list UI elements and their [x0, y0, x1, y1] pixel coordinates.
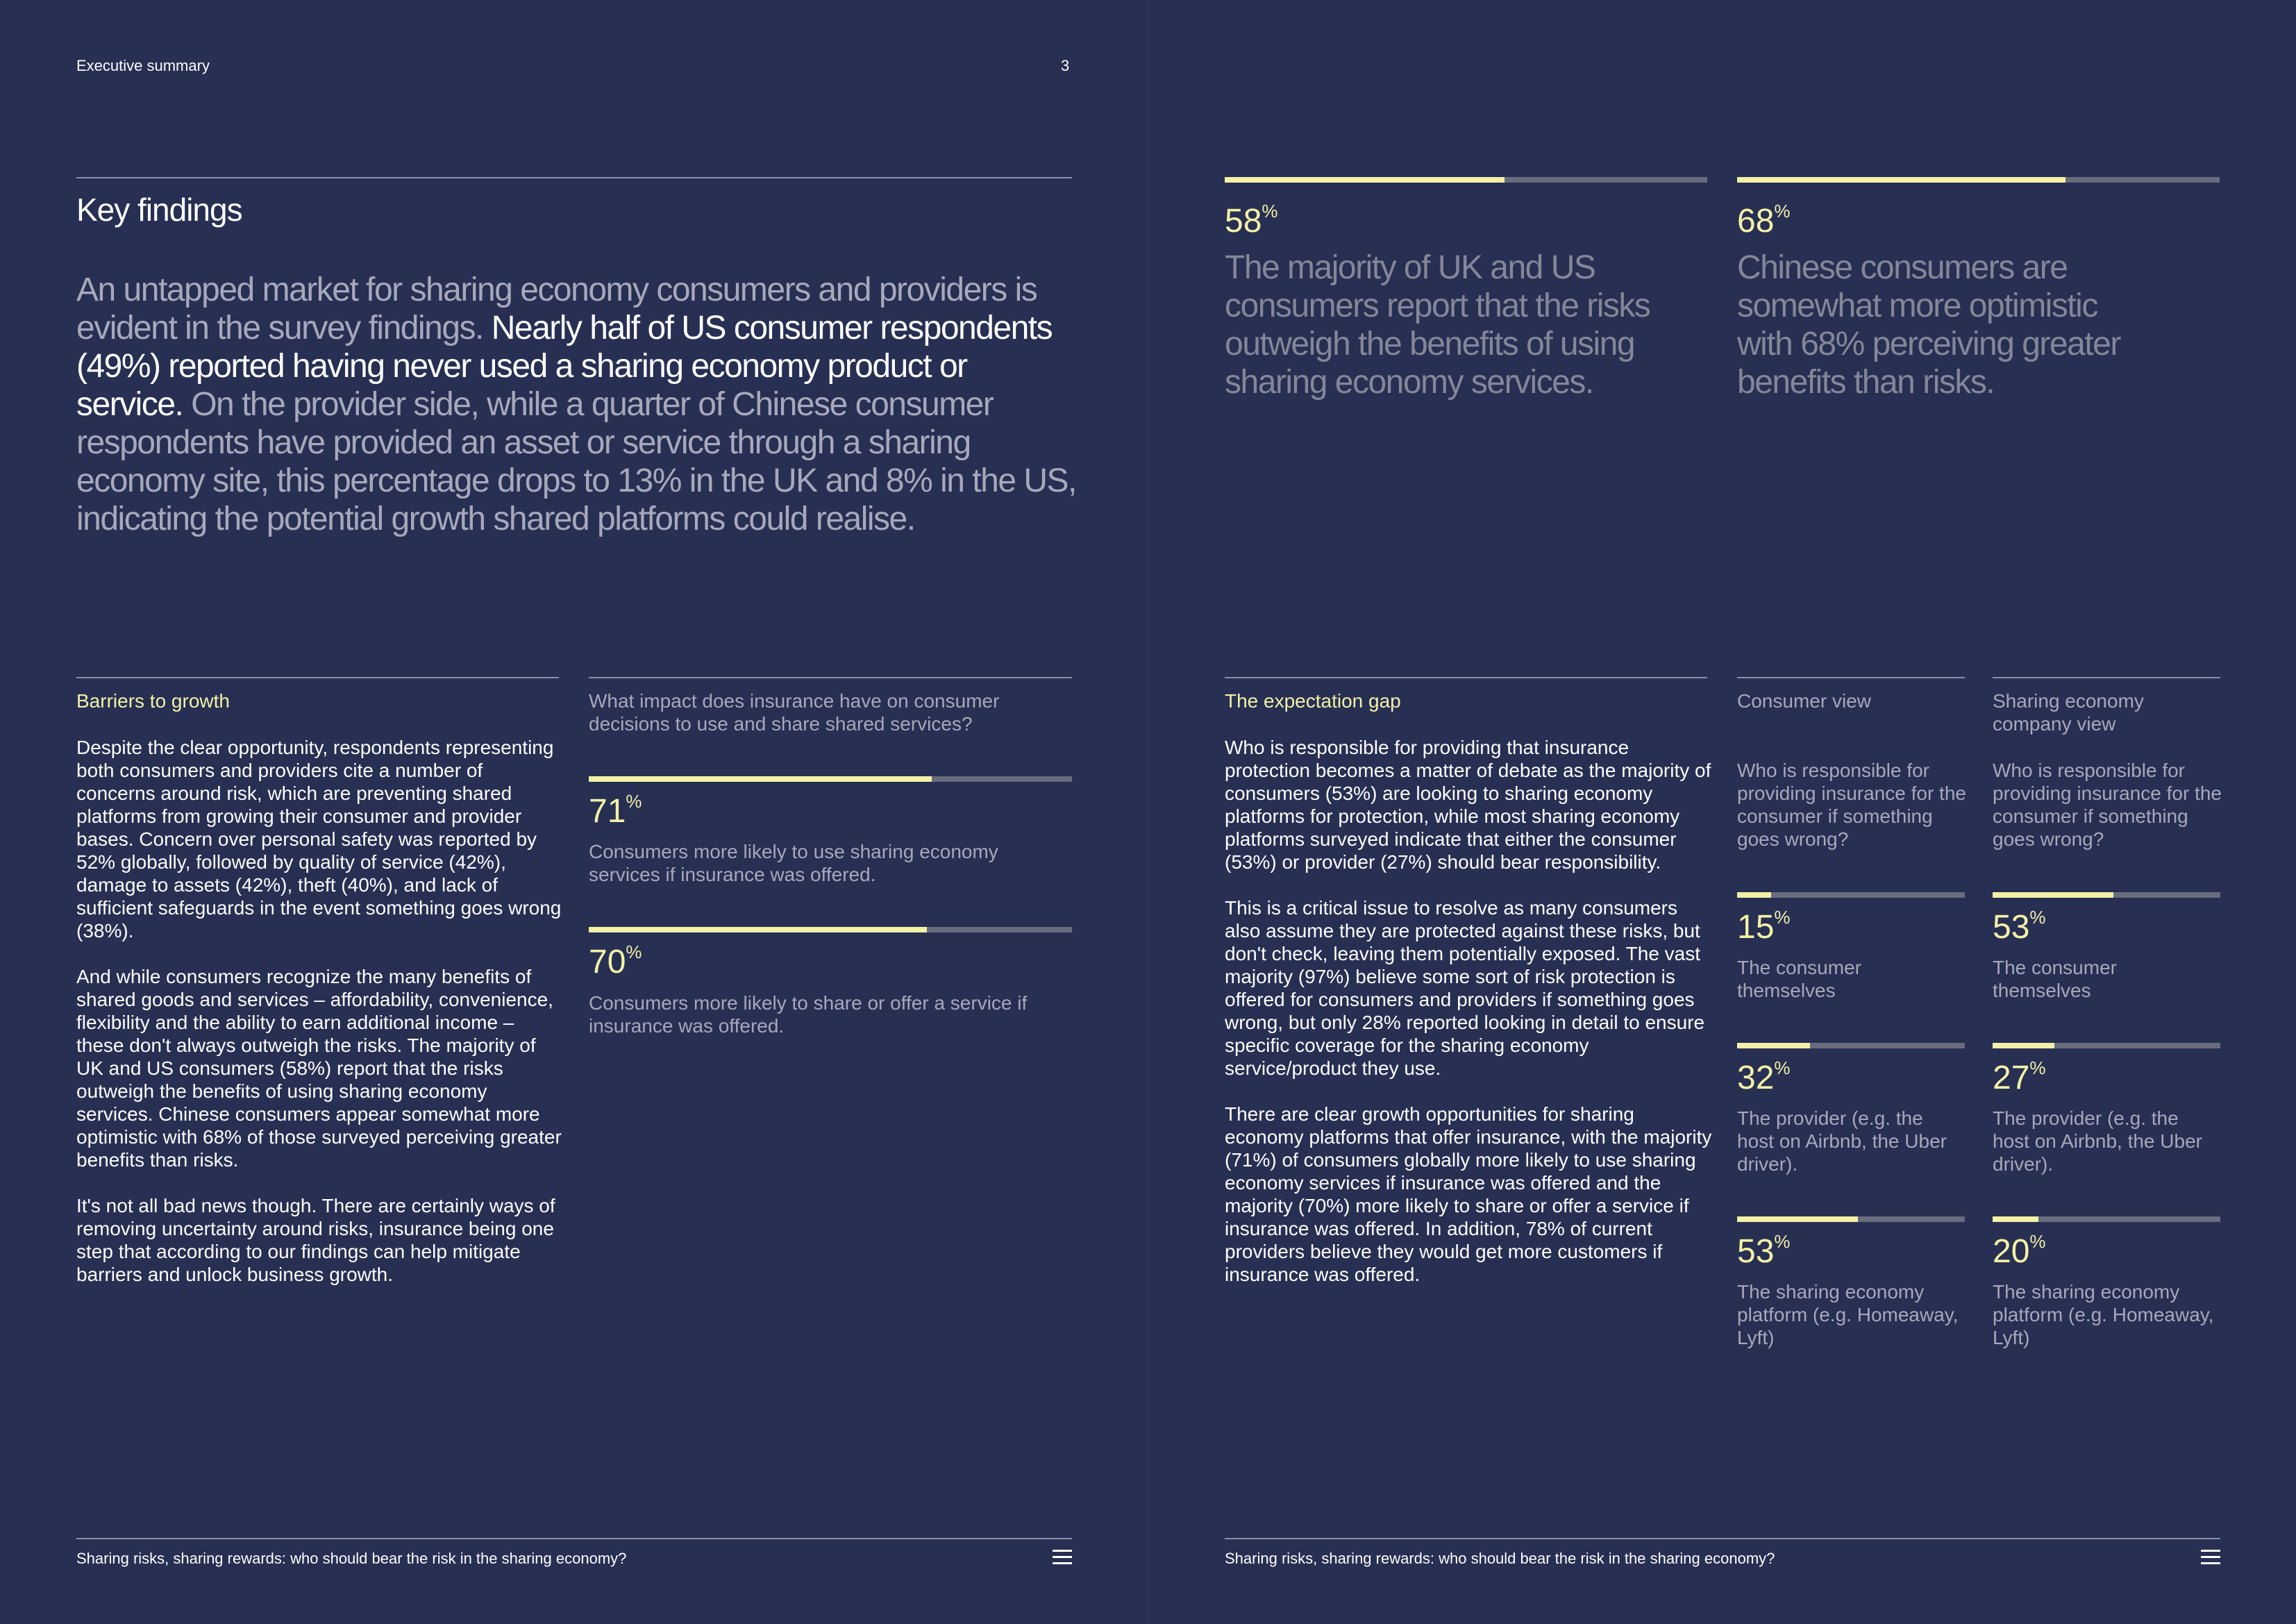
company-stat-3-value	[1993, 1231, 2046, 1270]
company-stat-1-value	[1993, 907, 2046, 946]
top-stat-1-desc: The majority of UK and US consumers report that the risks outweigh the benefits of using sharing economy services.	[1225, 249, 1650, 401]
top-stat-2-value	[1737, 201, 1791, 240]
consumer-stat-1-desc: The consumer themselves	[1737, 957, 1861, 1001]
lead-text-highlight: Nearly half of US consumer respondents (49%) reported having never used a sharing economy product or service.	[76, 310, 1053, 423]
left-page	[0, 0, 1147, 1624]
impact-question: What impact does insurance have on consumer decisions to use and share shared services?	[589, 690, 1000, 735]
company-stat-1-number: 53	[1993, 909, 2030, 946]
top-stat-1-value	[1225, 201, 1278, 240]
company-stat-2-unit: %	[2029, 1057, 2046, 1078]
barriers-rule	[76, 677, 559, 678]
consumer-stat-2-value	[1737, 1057, 1791, 1096]
barriers-body	[76, 736, 562, 1309]
consumer-bar-3	[1737, 1216, 1965, 1222]
top-stat-bar-1-fill	[1225, 177, 1505, 183]
lead-paragraph	[76, 271, 1076, 538]
impact-stat-1-unit: %	[626, 791, 642, 812]
footer-rule	[76, 1538, 1072, 1539]
barriers-title: Barriers to growth	[76, 690, 230, 712]
company-stat-3-unit: %	[2029, 1231, 2046, 1252]
page-title: Key findings	[76, 192, 242, 228]
company-bar-2-fill	[1993, 1043, 2054, 1048]
footer-title-right: Sharing risks, sharing rewards: who should bear the risk in the sharing economy?	[1225, 1550, 1775, 1567]
impact-stat-2-value	[589, 941, 642, 980]
consumer-stat-2-desc: The provider (e.g. the host on Airbnb, the Uber driver).	[1737, 1107, 1947, 1175]
top-stat-1-number: 58	[1225, 203, 1262, 240]
consumer-view-title: Consumer view	[1737, 690, 1871, 712]
footer-rule-right	[1225, 1538, 2220, 1539]
barriers-paragraph-3: It's not all bad news though. There are certainly ways of removing uncertainty around risks, insurance being one step that according to our findings can help mitigate barriers and unlock business growth.	[76, 1195, 555, 1285]
top-stat-bar-2-fill	[1737, 177, 2065, 183]
consumer-view-rule	[1737, 677, 1965, 678]
company-bar-1	[1993, 892, 2220, 898]
consumer-stat-3-value	[1737, 1231, 1791, 1270]
consumer-stat-3-unit: %	[1774, 1231, 1791, 1252]
company-view-rule	[1993, 677, 2220, 678]
top-stat-bar-1	[1225, 177, 1707, 183]
top-stat-bar-2	[1737, 177, 2220, 183]
company-bar-1-fill	[1993, 892, 2113, 898]
consumer-stat-2-number: 32	[1737, 1060, 1775, 1096]
impact-stat-2-number: 70	[589, 944, 626, 980]
impact-stat-1-desc: Consumers more likely to use sharing economy services if insurance was offered.	[589, 841, 998, 885]
impact-stat-2-unit: %	[626, 941, 642, 962]
consumer-bar-1	[1737, 892, 1965, 898]
consumer-bar-1-fill	[1737, 892, 1771, 898]
impact-stat-1-number: 71	[589, 793, 626, 830]
impact-bar-2	[589, 927, 1072, 932]
consumer-stat-2-unit: %	[1774, 1057, 1791, 1078]
gap-body	[1225, 736, 1714, 1309]
consumer-stat-1-value	[1737, 907, 1791, 946]
company-stat-2-desc: The provider (e.g. the host on Airbnb, the Uber driver).	[1993, 1107, 2202, 1175]
company-bar-3-fill	[1993, 1216, 2038, 1222]
gap-title: The expectation gap	[1225, 690, 1401, 712]
consumer-bar-3-fill	[1737, 1216, 1858, 1222]
right-page	[1148, 0, 2296, 1624]
title-rule	[76, 177, 1072, 178]
company-stat-3-desc: The sharing economy platform (e.g. Homeaway, Lyft)	[1993, 1281, 2214, 1348]
gap-rule	[1225, 677, 1707, 678]
top-stat-2-unit: %	[1774, 201, 1791, 221]
impact-stat-2-desc: Consumers more likely to share or offer a service if insurance was offered.	[589, 992, 1028, 1037]
consumer-stat-1-unit: %	[1774, 907, 1791, 928]
consumer-stat-3-number: 53	[1737, 1233, 1775, 1270]
lead-text-grey: An untapped market for sharing economy consumers and providers is evident in the survey findings.	[76, 271, 1037, 346]
section-header: Executive summary	[76, 57, 210, 74]
consumer-stat-1-number: 15	[1737, 909, 1775, 946]
company-stat-2-number: 27	[1993, 1060, 2030, 1096]
barriers-paragraph-1: Despite the clear opportunity, respondents representing both consumers and providers cite a number of concerns around risk, which are preventing shared platforms from growing their consumer and provider bases. Concern over personal safety was reported by 52% globally, followed by quality of service (42%), damage to assets (42%), theft (40%), and lack of sufficient safeguards in the event something goes wrong (38%).	[76, 737, 562, 941]
menu-icon[interactable]	[1053, 1550, 1072, 1565]
lead-text-grey-2: On the provider side, while a quarter of Chinese consumer respondents have provided an asset or service through a sharing economy site, this percentage drops to 13% in the UK and 8% in the US, indicating the potential growth shared platforms could realise.	[76, 386, 1076, 537]
impact-rule	[589, 677, 1072, 678]
gap-paragraph-3: There are clear growth opportunities for sharing economy platforms that offer insurance, with the majority (71%) of consumers globally more likely to use sharing economy services if insurance was offered and the majority (70%) more likely to share or offer a service if insurance was offered. In addition, 78% of current providers believe they would get more customers if insurance was offered.	[1225, 1103, 1712, 1285]
impact-bar-1-fill	[589, 776, 932, 782]
gap-paragraph-2: This is a critical issue to resolve as many consumers also assume they are protected against these risks, but don't check, leaving them potentially exposed. The vast majority (97%) believe some sort of risk protection is offered for consumers and providers if something goes wrong, but only 28% reported looking in detail to ensure specific coverage for the sharing economy service/product they use.	[1225, 897, 1705, 1079]
company-view-question: Who is responsible for providing insurance for the consumer if something goes wrong?	[1993, 760, 2222, 850]
company-bar-3	[1993, 1216, 2220, 1222]
company-stat-1-desc: The consumer themselves	[1993, 957, 2117, 1001]
top-stat-2-desc: Chinese consumers are somewhat more optimistic with 68% perceiving greater benefits than risks.	[1737, 249, 2120, 401]
top-stat-1-unit: %	[1262, 201, 1278, 221]
company-stat-3-number: 20	[1993, 1233, 2030, 1270]
company-stat-2-value	[1993, 1057, 2046, 1096]
consumer-stat-3-desc: The sharing economy platform (e.g. Homeaway, Lyft)	[1737, 1281, 1959, 1348]
page-number: 3	[1061, 57, 1070, 74]
footer-title: Sharing risks, sharing rewards: who should bear the risk in the sharing economy?	[76, 1550, 627, 1567]
consumer-view-question: Who is responsible for providing insurance for the consumer if something goes wrong?	[1737, 760, 1966, 850]
impact-bar-1	[589, 776, 1072, 782]
company-view-title: Sharing economy company view	[1993, 690, 2144, 735]
menu-icon[interactable]	[2201, 1550, 2220, 1565]
company-stat-1-unit: %	[2029, 907, 2046, 928]
consumer-bar-2-fill	[1737, 1043, 1810, 1048]
consumer-bar-2	[1737, 1043, 1965, 1048]
impact-bar-2-fill	[589, 927, 927, 932]
company-bar-2	[1993, 1043, 2220, 1048]
impact-stat-1-value	[589, 791, 642, 830]
top-stat-2-number: 68	[1737, 203, 1775, 240]
gap-paragraph-1: Who is responsible for providing that insurance protection becomes a matter of debate as the majority of consumers (53%) are looking to sharing economy platforms for protection, while most sharing economy platforms surveyed indicate that either the consumer (53%) or provider (27%) should bear responsibility.	[1225, 737, 1711, 873]
barriers-paragraph-2: And while consumers recognize the many benefits of shared goods and services – affordability, convenience, flexibility and the ability to earn additional income – these don't always outweigh the risks. The majority of UK and US consumers (58%) report that the risks outweigh the benefits of using sharing economy services. Chinese consumers appear somewhat more optimistic with 68% of those surveyed perceiving greater benefits than risks.	[76, 966, 562, 1171]
